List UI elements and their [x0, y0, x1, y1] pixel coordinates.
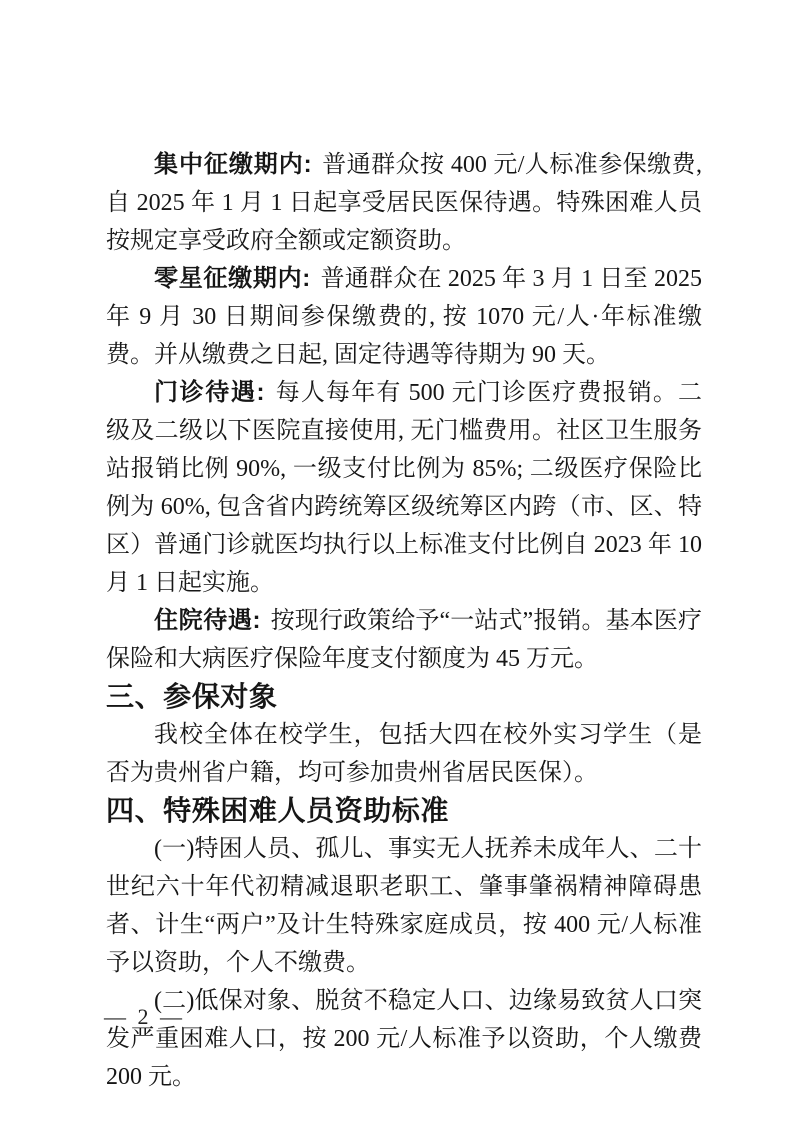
para-text-centralized-collection: 普通群众按 400 元/人标准参保缴费, 自 2025 年 1 月 1 日起享受居民医保待遇。特殊困难人员按规定享受政府全额或定额资助。	[106, 152, 702, 254]
para-subsidy-standard-item-2: (二)低保对象、脱贫不稳定人口、边缘易致贫人口突发严重困难人口，按 200 元/人标准予以资助，个人缴费 200 元。	[106, 988, 702, 1090]
para-lead-outpatient-benefits: 门诊待遇:	[154, 379, 266, 406]
para-insured-persons-scope: 我校全体在校学生，包括大四在校外实习学生（是否为贵州省户籍，均可参加贵州省居民医保）。	[106, 722, 702, 786]
section-heading-insured-persons: 三、参保对象	[106, 681, 278, 712]
para-subsidy-standard-item-1: (一)特困人员、孤儿、事实无人抚养未成年人、二十世纪六十年代初精减退职老职工、肇事肇祸精神障碍患者、计生“两户”及计生特殊家庭成员，按 400 元/人标准予以资助，个人不缴费。	[106, 836, 702, 976]
page-number: — 2 —	[104, 1004, 185, 1029]
para-sporadic-collection-period	[106, 260, 702, 374]
para-lead-sporadic-collection: 零星征缴期内:	[154, 265, 311, 292]
document-body	[106, 146, 702, 1096]
para-outpatient-benefits	[106, 374, 702, 602]
para-text-hospitalization-benefits: 按现行政策给予“一站式”报销。基本医疗保险和大病医疗保险年度支付额度为 45 万元。	[106, 608, 702, 672]
page-footer	[104, 1004, 185, 1030]
para-lead-hospitalization-benefits: 住院待遇:	[154, 607, 261, 634]
para-lead-centralized-collection: 集中征缴期内:	[154, 151, 313, 178]
para-text-sporadic-collection: 普通群众在 2025 年 3 月 1 日至 2025 年 9 月 30 日期间参保缴费的, 按 1070 元/人·年标准缴费。并从缴费之日起, 固定待遇等待期为 90 天。	[106, 266, 703, 368]
para-hospitalization-benefits	[106, 602, 702, 678]
para-text-outpatient-benefits: 每人每年有 500 元门诊医疗费报销。二级及二级以下医院直接使用, 无门槛费用。社区卫生服务站报销比例 90%, 一级支付比例为 85%; 二级医疗保险比例为 60%, 包含省内跨统筹区级统筹区内跨（市、区、特区）普通门诊就医均执行以上标准支付比例自 2023 年 10 月 1 日起实施。	[106, 380, 702, 596]
section-heading-subsidy-standards: 四、特殊困难人员资助标准	[106, 795, 449, 826]
para-centralized-collection-period	[106, 146, 702, 260]
